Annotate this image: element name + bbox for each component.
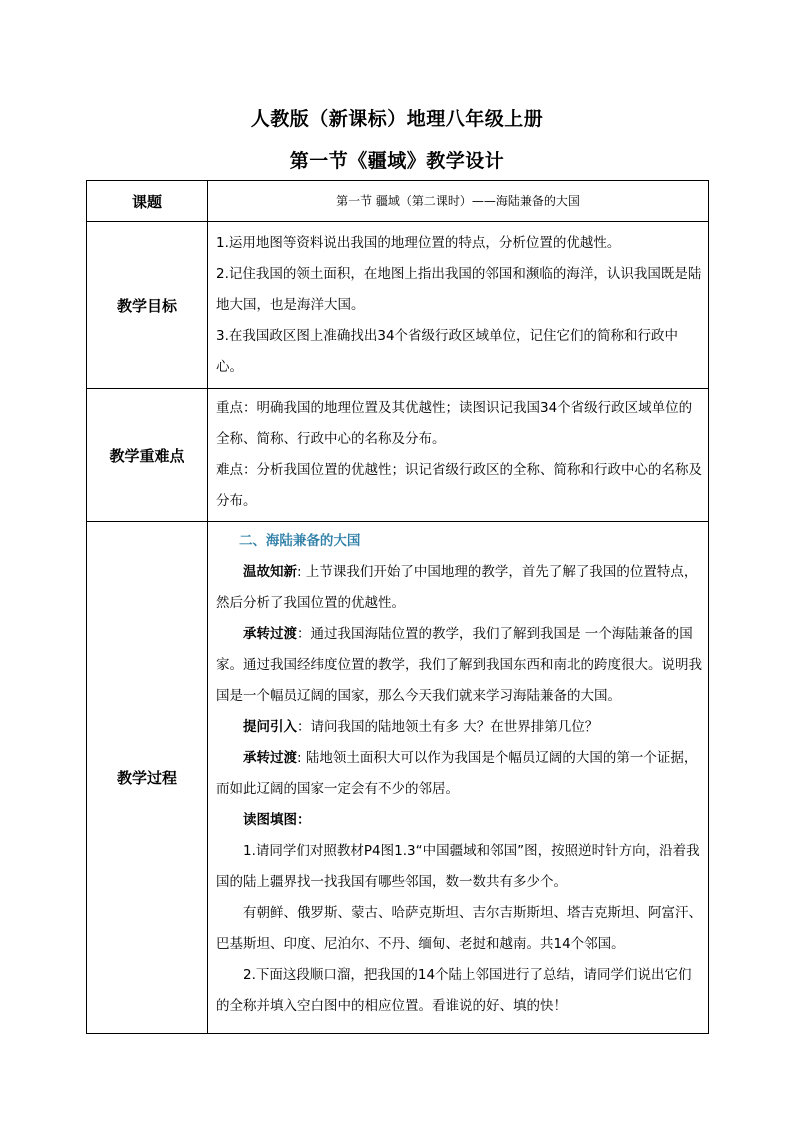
goal-item: 2.记住我国的领土面积，在地图上指出我国的邻国和濒临的海洋，认识我国既是陆地大国，也是海洋大国。 <box>216 265 702 313</box>
section-heading: 二、海陆兼备的大国 <box>238 533 361 549</box>
goal-item: 1.运用地图等资料说出我国的地理位置的特点，分析位置的优越性。 <box>216 234 621 251</box>
transition-text: : 陆地领土面积大可以作为我国是个幅员辽阔的大国的第一个证据，而如此辽阔的国家一定会有不少的邻居。 <box>216 750 698 797</box>
transition-label: 承转过渡 <box>243 750 297 766</box>
goal-item: 3.在我国政区图上准确找出34个省级行政区域单位，记住它们的简称和行政中心。 <box>216 327 679 375</box>
transition-label: 承转过渡 <box>243 626 297 642</box>
process-label: 教学过程 <box>87 522 208 1034</box>
transition-paragraph <box>216 619 702 712</box>
table-row-key-points <box>87 389 709 522</box>
question-text: ：请问我国的陆地领土有多 大？在世界排第几位？ <box>297 719 599 735</box>
transition-text: ：通过我国海陆位置的教学，我们了解到我国是 一个海陆兼备的国家。通过我国经纬度位置的教学，我们了解到我国东西和南北的跨度很大。说明我国是一个幅员辽阔的国家，那么今天我们就来学习海陆兼备的大国。 <box>216 626 702 704</box>
map-activity-heading: 读图填图： <box>243 812 311 828</box>
document-title: 人教版（新课标）地理八年级上册 <box>250 108 544 130</box>
key-point-item: 重点：明确我国的地理位置及其优越性；读图识记我国34个省级行政区域单位的全称、简称、行政中心的名称及分布。 <box>216 400 693 447</box>
topic-value: 第一节 疆域（第二课时）——海陆兼备的大国 <box>208 181 709 222</box>
key-points-label: 教学重难点 <box>87 389 208 522</box>
table-row-topic <box>87 181 709 222</box>
question-paragraph <box>216 712 702 743</box>
table-row-process <box>87 522 709 1034</box>
transition-paragraph <box>216 743 702 805</box>
review-label: 温故知新 <box>243 564 297 580</box>
table-row-goals <box>87 222 709 389</box>
question-label: 提问引入 <box>243 719 297 735</box>
key-point-item: 难点：分析我国位置的优越性；识记省级行政区的全称、简称和行政中心的名称及分布。 <box>216 462 702 509</box>
neighbors-list: 有朝鲜、俄罗斯、蒙古、哈萨克斯坦、吉尔吉斯斯坦、塔吉克斯坦、阿富汗、巴基斯坦、印度、尼泊尔、不丹、缅甸、老挝和越南。共14个邻国。 <box>216 905 702 952</box>
process-content <box>208 522 709 1034</box>
document-subtitle: 第一节《疆域》教学设计 <box>289 150 505 172</box>
topic-label: 课题 <box>87 181 208 222</box>
review-paragraph <box>216 557 702 619</box>
goals-label: 教学目标 <box>87 222 208 389</box>
key-points-content <box>208 389 709 522</box>
goals-content <box>208 222 709 389</box>
lesson-plan-table <box>86 180 709 1034</box>
map-step-2: 2.下面这段顺口溜，把我国的14个陆上邻国进行了总结，请同学们说出它们的全称并填入空白图中的相应位置。看谁说的好、填的快！ <box>216 967 692 1014</box>
review-text: : 上节课我们开始了中国地理的教学，首先了解了我国的位置特点，然后分析了我国位置的优越性。 <box>216 564 698 611</box>
map-step-1: 1.请同学们对照教材P4图1.3“中国疆域和邻国”图，按照逆时针方向，沿着我国的陆上疆界找一找我国有哪些邻国，数一数共有多少个。 <box>216 843 700 890</box>
